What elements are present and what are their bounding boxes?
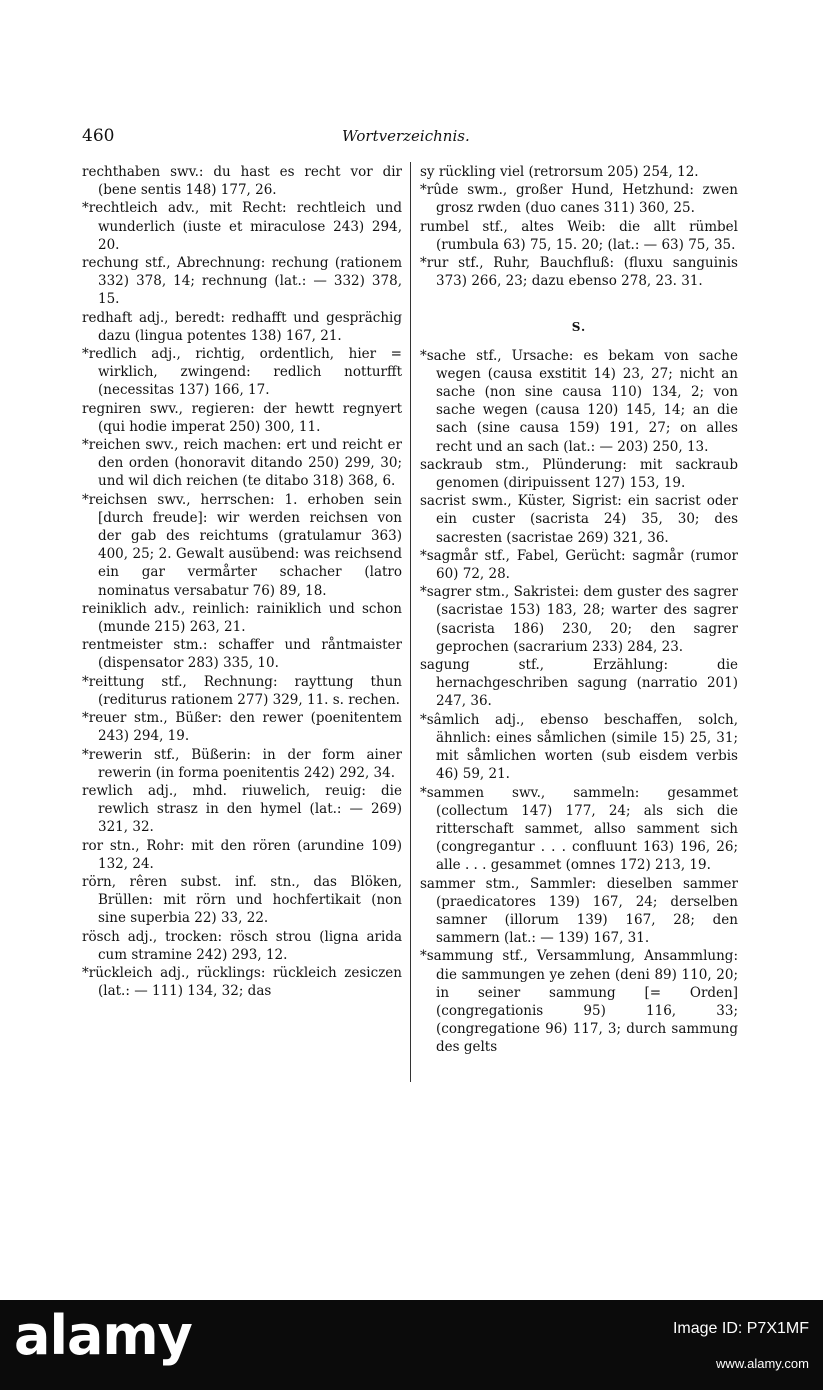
site-url: www.alamy.com (716, 1356, 809, 1371)
entry: rösch adj., trocken: rösch strou (ligna arida cum stramine 242) 293, 12. (82, 928, 402, 963)
entry: *sache stf., Ursache: es bekam von sache wegen (causa exstitit 14) 23, 27; nicht an sache (non sine causa 110) 134, 2; von sache wegen (causa 120) 145, 14; an die sach (sine causa 159) 191, 27; on alles recht und an sach (lat.: — 203) 250, 13. (420, 347, 738, 455)
entry: *sâmlich adj., ebenso beschaffen, solch, ähnlich: eines såmlichen (simile 15) 25, 31; mit såmlichen worten (sub eisdem verbis 46) 59, 21. (420, 711, 738, 783)
right-column (420, 163, 738, 1057)
entry: regniren swv., regieren: der hewtt regnyert (qui hodie imperat 250) 300, 11. (82, 400, 402, 435)
entry: *reittung stf., Rechnung: rayttung thun (rediturus rationem 277) 329, 11. s. rechen. (82, 673, 402, 708)
watermark-bar (0, 1300, 823, 1390)
entry: sagung stf., Erzählung: die hernachgeschriben sagung (narratio 201) 247, 36. (420, 657, 738, 710)
entry: *rechtleich adv., mit Recht: rechtleich und wunderlich (iuste et miraculose 243) 294, 20. (82, 200, 402, 253)
section-letter: S. (571, 320, 587, 335)
column-divider (410, 162, 411, 1082)
entry: sackraub stm., Plünderung: mit sackraub genomen (diripuissent 127) 153, 19. (420, 456, 738, 492)
alamy-logo: alamy (14, 1304, 192, 1367)
entry: rechthaben swv.: du hast es recht vor dir (bene sentis 148) 177, 26. (82, 164, 402, 199)
entry: reiniklich adv., reinlich: rainiklich und schon (munde 215) 263, 21. (82, 600, 402, 636)
entry: *redlich adj., richtig, ordentlich, hier = wirklich, zwingend: redlich notturfft (necessitas 137) 166, 17. (82, 346, 402, 399)
entry: ror stn., Rohr: mit den rören (arundine 109) 132, 24. (82, 837, 402, 872)
entry: sacrist swm., Küster, Sigrist: ein sacrist oder ein custer (sacrista 24) 35, 30; des sacresten (sacristae 269) 321, 36. (420, 493, 738, 546)
page-header (82, 126, 742, 150)
entry: *rückleich adj., rücklings: rückleich zesiczen (lat.: — 111) 134, 32; das (82, 964, 402, 1000)
entry: rörn, rêren subst. inf. stn., das Blöken, Brüllen: mit rörn und hochfertikait (non sine superbia 22) 33, 22. (82, 873, 402, 927)
entry: redhaft adj., beredt: redhafft und gesprächig dazu (lingua potentes 138) 167, 21. (82, 309, 402, 344)
entry: *sammen swv., sammeln: gesammet (collectum 147) 177, 24; als sich die ritterschaft sammet, allso samment sich (congregantur . . . confluunt 163) 196, 26; alle . . . gesammet (omnes 172) 213, 19. (420, 784, 738, 874)
entry: *reuer stm., Büßer: den rewer (poenitentem 243) 294, 19. (82, 710, 402, 745)
entry: *rûde swm., großer Hund, Hetzhund: zwen grosz rwden (duo canes 311) 360, 25. (420, 182, 738, 217)
entry: rewlich adj., mhd. riuwelich, reuig: die rewlich strasz in den hymel (lat.: — 269) 321, 32. (82, 782, 402, 836)
left-column (82, 163, 402, 1000)
entry: rumbel stf., altes Weib: die allt rümbel (rumbula 63) 75, 15. 20; (lat.: — 63) 75, 35. (420, 218, 738, 253)
entry: *rur stf., Ruhr, Bauchfluß: (fluxu sanguinis 373) 266, 23; dazu ebenso 278, 23. 31. (420, 255, 738, 290)
page-number: 460 (82, 126, 115, 146)
entry: rentmeister stm.: schaffer und råntmaister (dispensator 283) 335, 10. (82, 637, 402, 672)
entry: *reichsen swv., herrschen: 1. erhoben sein [durch freude]: wir werden reichsen von der gab des reichtums (gratulamur 363) 400, 25; 2. Gewalt ausübend: was reichsend ein gar vermårter schacher (latro nominatus versabatur 76) 89, 18. (82, 491, 402, 599)
entry: rechung stf., Abrechnung: rechung (rationem 332) 378, 14; rechnung (lat.: — 332) 378, 15. (82, 255, 402, 308)
entry: sammer stm., Sammler: dieselben sammer (praedicatores 139) 167, 24; derselben samner (illorum 139) 167, 28; den sammern (lat.: — 139) 167, 31. (420, 875, 738, 947)
entry: *rewerin stf., Büßerin: in der form ainer rewerin (in forma poenitentis 242) 292, 34. (82, 746, 402, 781)
entry: *sagrer stm., Sakristei: dem guster des sagrer (sacristae 153) 183, 28; warter des sagrer (sacrista 186) 230, 20; den sagrer geprochen (sacrarium 233) 284, 23. (420, 584, 738, 655)
image-id: Image ID: P7X1MF (672, 1320, 809, 1337)
entry: sy rückling viel (retrorsum 205) 254, 12. (420, 164, 699, 180)
entry: *sammung stf., Versammlung, Ansammlung: die sammungen ye zehen (deni 89) 110, 20; in seiner sammung [= Orden] (congregationis 95) 116, 33; (congregatione 96) 117, 3; durch sammung des gelts (420, 948, 738, 1056)
entry: *sagmår stf., Fabel, Gerücht: sagmår (rumor 60) 72, 28. (420, 547, 738, 583)
entry: *reichen swv., reich machen: ert und reicht er den orden (honoravit ditando 250) 299, 30; und wil dich reichen (te ditabo 318) 368, 6. (82, 437, 402, 490)
running-head: Wortverzeichnis. (342, 127, 470, 145)
